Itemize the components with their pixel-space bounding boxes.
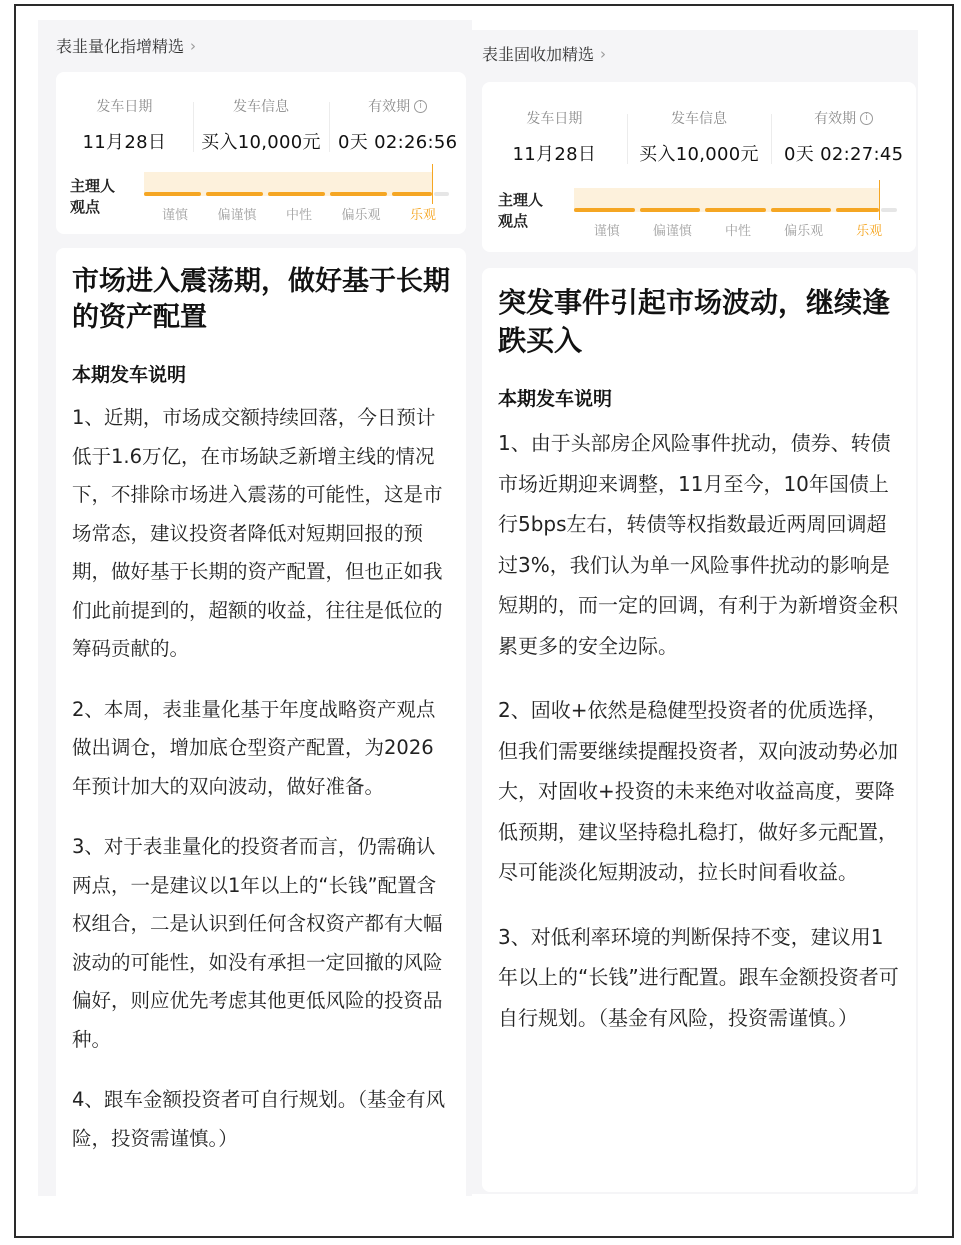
gauge-segment xyxy=(836,208,879,212)
trade-label: 发车信息 xyxy=(233,99,289,115)
gauge-segment xyxy=(640,208,701,212)
gauge-segment xyxy=(771,208,832,212)
article-paragraph: 3、对低利率环境的判断保持不变，建议用1年以上的“长钱”进行配置。跟车金额投资者可自行规划。（基金有风险，投资需谨慎。） xyxy=(498,924,899,1030)
article-subtitle: 本期发车说明 xyxy=(72,364,187,386)
valid-value: 0天 02:27:45 xyxy=(784,144,904,165)
article-paragraph: 2、本周，表韭量化基于年度战略资产观点做出调仓，增加底仓型资产配置，为2026年预计加大的双向波动，做好准备。 xyxy=(72,697,436,798)
article-title: 市场进入震荡期，做好基于长期的资产配置 xyxy=(72,266,450,333)
gauge-level-label: 谨慎 xyxy=(161,208,188,223)
gauge-segment xyxy=(206,192,263,196)
gauge-segment-remaining xyxy=(881,208,897,212)
article-paragraph: 2、固收+依然是稳健型投资者的优质选择，但我们需要继续提醒投资者，双向波动势必加大，对固收+投资的未来绝对收益高度，要降低预期，建议坚持稳扎稳打，做好多元配置，尽可能淡化短期波动，拉长时间看收益。 xyxy=(498,698,898,884)
valid-value: 0天 02:26:56 xyxy=(338,132,458,153)
trade-value: 买入10,000元 xyxy=(201,132,321,153)
date-value: 11月28日 xyxy=(82,132,167,153)
chevron-right-icon: › xyxy=(190,36,197,55)
article-subtitle: 本期发车说明 xyxy=(498,388,613,410)
gauge-level-labels xyxy=(574,220,902,239)
gauge-marker xyxy=(432,164,433,204)
gauge-segment xyxy=(268,192,325,196)
gauge-marker xyxy=(879,180,880,220)
valid-label-wrap xyxy=(329,96,466,116)
info-valid xyxy=(771,108,916,166)
gauge-level-label: 偏乐观 xyxy=(341,208,381,223)
article-paragraph: 1、近期，市场成交额持续回落，今日预计低于1.6万亿，在市场缺乏新增主线的情况下，不排除市场进入震荡的可能性，这是市场常态，建议投资者降低对短期回报的预期，做好基于长期的资产配置，但也正如我们此前提到的，超额的收益，往往是低位的筹码贡献的。 xyxy=(72,406,443,660)
gauge-segment-remaining xyxy=(434,192,449,196)
info-valid xyxy=(329,96,466,154)
info-date xyxy=(482,108,627,166)
gauge-level-label: 偏乐观 xyxy=(784,224,824,239)
article-card xyxy=(482,268,916,1192)
gauge-level-label: 谨慎 xyxy=(593,224,620,239)
article-paragraph: 3、对于表韭量化的投资者而言，仍需确认两点，一是建议以1年以上的“长钱”配置含权组合，二是认识到任何含权资产都有大幅波动的可能性，如没有承担一定回撤的风险偏好，则应优先考虑其他更低风险的投资品种。 xyxy=(72,835,443,1051)
date-label: 发车日期 xyxy=(96,99,153,115)
gauge-segment xyxy=(574,208,635,212)
info-row xyxy=(482,108,916,166)
article-card xyxy=(56,248,466,1196)
article-paragraph: 4、跟车金额投资者可自行规划。（基金有风险，投资需谨慎。） xyxy=(72,1088,446,1150)
breadcrumb-label: 表韭固收加精选 xyxy=(482,45,595,64)
date-value: 11月28日 xyxy=(512,144,597,165)
valid-label: 有效期 xyxy=(368,99,411,115)
breadcrumb-label: 表韭量化指增精选 xyxy=(56,37,185,56)
info-trade xyxy=(627,108,772,166)
article-paragraph: 1、由于头部房企风险事件扰动，债券、转债市场近期迎来调整，11月至今，10年国债上行5bps左右，转债等权指数最近两周回调超过3%，我们认为单一风险事件扰动的影响是短期的，而一定的回调，有利于为新增资金积累更多的安全边际。 xyxy=(498,431,898,658)
panel-left xyxy=(38,20,472,1196)
breadcrumb[interactable] xyxy=(56,34,196,57)
gauge-level-label: 偏谨慎 xyxy=(217,208,257,223)
gauge-level-labels xyxy=(144,204,454,223)
article-title: 突发事件引起市场波动，继续逢跌买入 xyxy=(498,286,891,357)
gauge-level-label: 偏谨慎 xyxy=(652,224,692,239)
breadcrumb[interactable] xyxy=(482,42,606,65)
dispatch-info-card xyxy=(482,82,916,252)
trade-label: 发车信息 xyxy=(671,111,727,127)
info-circle-icon[interactable]: i xyxy=(414,100,427,113)
chevron-right-icon: › xyxy=(600,44,607,63)
gauge-label: 主理人 观点 xyxy=(70,177,116,216)
panel-right xyxy=(466,30,918,1194)
date-label: 发车日期 xyxy=(526,111,583,127)
gauge-segment xyxy=(144,192,201,196)
gauge-segment xyxy=(392,192,432,196)
info-trade xyxy=(193,96,330,154)
valid-label-wrap xyxy=(771,108,916,128)
gauge-segment xyxy=(330,192,387,196)
gauge-label: 主理人 观点 xyxy=(498,191,544,230)
gauge-level-label: 中性 xyxy=(285,208,312,223)
gauge-level-label: 中性 xyxy=(724,224,751,239)
info-circle-icon[interactable]: i xyxy=(860,112,873,125)
gauge-level-label: 乐观 xyxy=(409,208,436,223)
dispatch-info-card xyxy=(56,72,466,234)
info-row xyxy=(56,96,466,154)
trade-value: 买入10,000元 xyxy=(639,144,759,165)
gauge-level-label: 乐观 xyxy=(856,224,883,239)
info-date xyxy=(56,96,193,154)
valid-label: 有效期 xyxy=(814,111,857,127)
gauge-segment xyxy=(705,208,766,212)
